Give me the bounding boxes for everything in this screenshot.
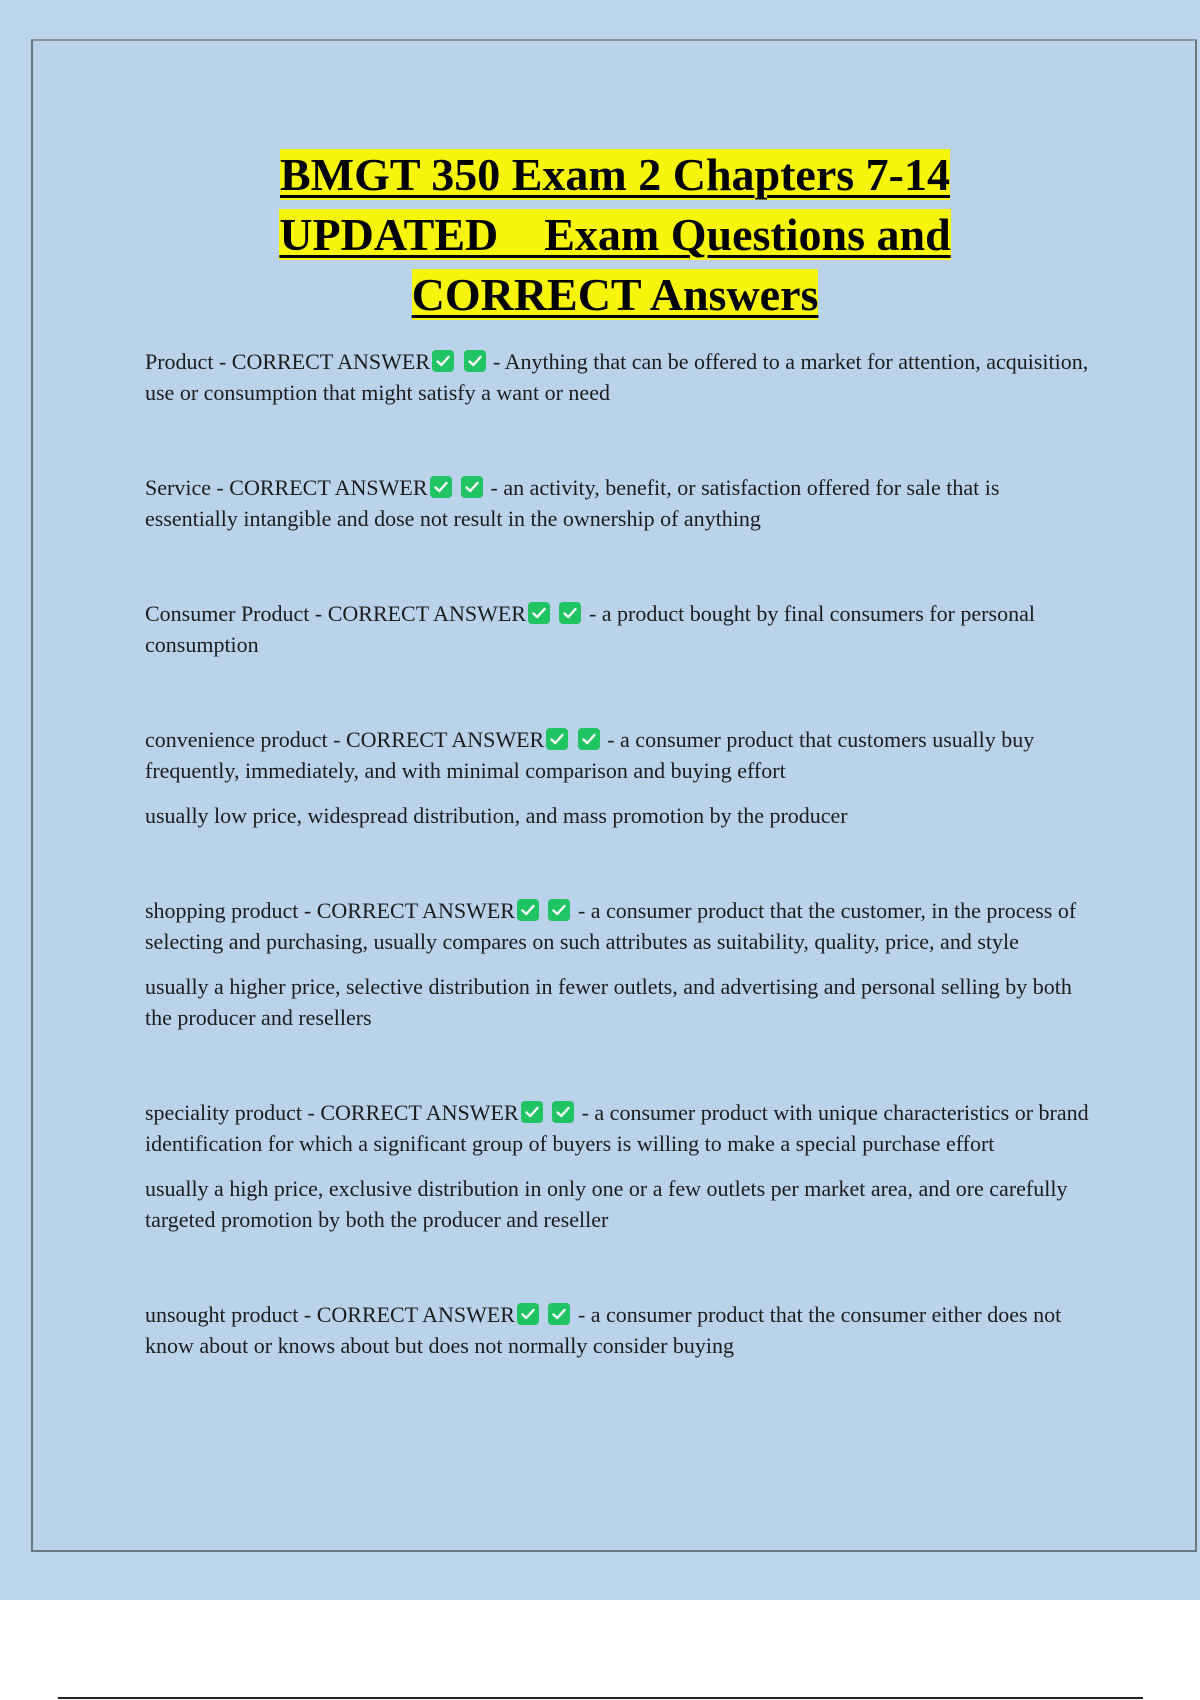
definition-text: - Anything that can be offered to a market for attention, acquisition, use or consumption that might satisfy a want or need [145, 349, 1089, 405]
entry-gap [145, 1235, 1095, 1299]
term-text: Service - [145, 475, 230, 500]
check-mark-icon [528, 602, 550, 624]
definition-text: - a consumer product that the consumer either does not know about or knows about but does not normally consider buying [145, 1302, 1062, 1358]
qa-entry [145, 346, 1095, 408]
qa-entry [145, 472, 1095, 534]
answer-marker: CORRECT ANSWER [229, 475, 428, 500]
term-text: shopping product - [145, 898, 317, 923]
answer-marker: CORRECT ANSWER [345, 727, 545, 752]
qa-entry [145, 1097, 1095, 1159]
qa-entry [145, 598, 1095, 660]
definition-text: - a product bought by final consumers for personal consumption [145, 601, 1035, 657]
check-mark-icon [521, 1101, 543, 1123]
page-divider [58, 1697, 1143, 1699]
entry-gap [145, 831, 1095, 895]
qa-entry [145, 724, 1095, 786]
check-mark-icon [552, 1101, 574, 1123]
answer-marker: CORRECT ANSWER [327, 601, 526, 626]
check-mark-icon [517, 1303, 539, 1325]
answer-marker: CORRECT ANSWER [316, 898, 515, 923]
term-text: speciality product - [145, 1100, 321, 1125]
check-mark-icon [578, 728, 600, 750]
term-text: Consumer Product - [145, 601, 328, 626]
check-mark-icon [546, 728, 568, 750]
entry-gap [145, 660, 1095, 724]
qa-entry [145, 1299, 1095, 1361]
definition-text: - a consumer product that customers usually buy frequently, immediately, and with minimal comparison and buying effort [145, 727, 1035, 783]
entry-gap [145, 408, 1095, 472]
term-text: convenience product - [145, 727, 346, 752]
check-mark-icon [517, 899, 539, 921]
title-line-3: CORRECT Answers [411, 269, 819, 320]
qa-list [145, 346, 1095, 1361]
check-mark-icon [464, 350, 486, 372]
definition-text: - a consumer product that the customer, in the process of selecting and purchasing, usually compares on such attributes as suitability, quality, price, and style [145, 898, 1077, 954]
term-text: unsought product - [145, 1302, 317, 1327]
answer-marker: CORRECT ANSWER [320, 1100, 519, 1125]
document-title [180, 145, 1050, 325]
check-mark-icon [548, 899, 570, 921]
check-mark-icon [432, 350, 454, 372]
check-mark-icon [548, 1303, 570, 1325]
entry-note: usually a high price, exclusive distribution in only one or a few outlets per market area, and ore carefully targeted promotion by both the producer and reseller [145, 1176, 1068, 1232]
check-mark-icon [430, 476, 452, 498]
definition-text: - an activity, benefit, or satisfaction offered for sale that is essentially intangible and dose not result in the ownership of anything [145, 475, 1000, 531]
check-mark-icon [461, 476, 483, 498]
definition-text: - a consumer product with unique characteristics or brand identification for which a significant group of buyers is willing to make a special purchase effort [145, 1100, 1089, 1156]
answer-marker: CORRECT ANSWER [316, 1302, 515, 1327]
title-line-2: UPDATED Exam Questions and [279, 209, 951, 260]
answer-marker: CORRECT ANSWER [231, 349, 431, 374]
entry-note: usually low price, widespread distribution, and mass promotion by the producer [145, 803, 848, 828]
entry-gap [145, 534, 1095, 598]
qa-entry [145, 895, 1095, 957]
entry-note: usually a higher price, selective distribution in fewer outlets, and advertising and personal selling by both the producer and resellers [145, 974, 1072, 1030]
term-text: Product - [145, 349, 232, 374]
check-mark-icon [559, 602, 581, 624]
entry-gap [145, 1033, 1095, 1097]
title-line-1: BMGT 350 Exam 2 Chapters 7-14 [280, 149, 950, 200]
